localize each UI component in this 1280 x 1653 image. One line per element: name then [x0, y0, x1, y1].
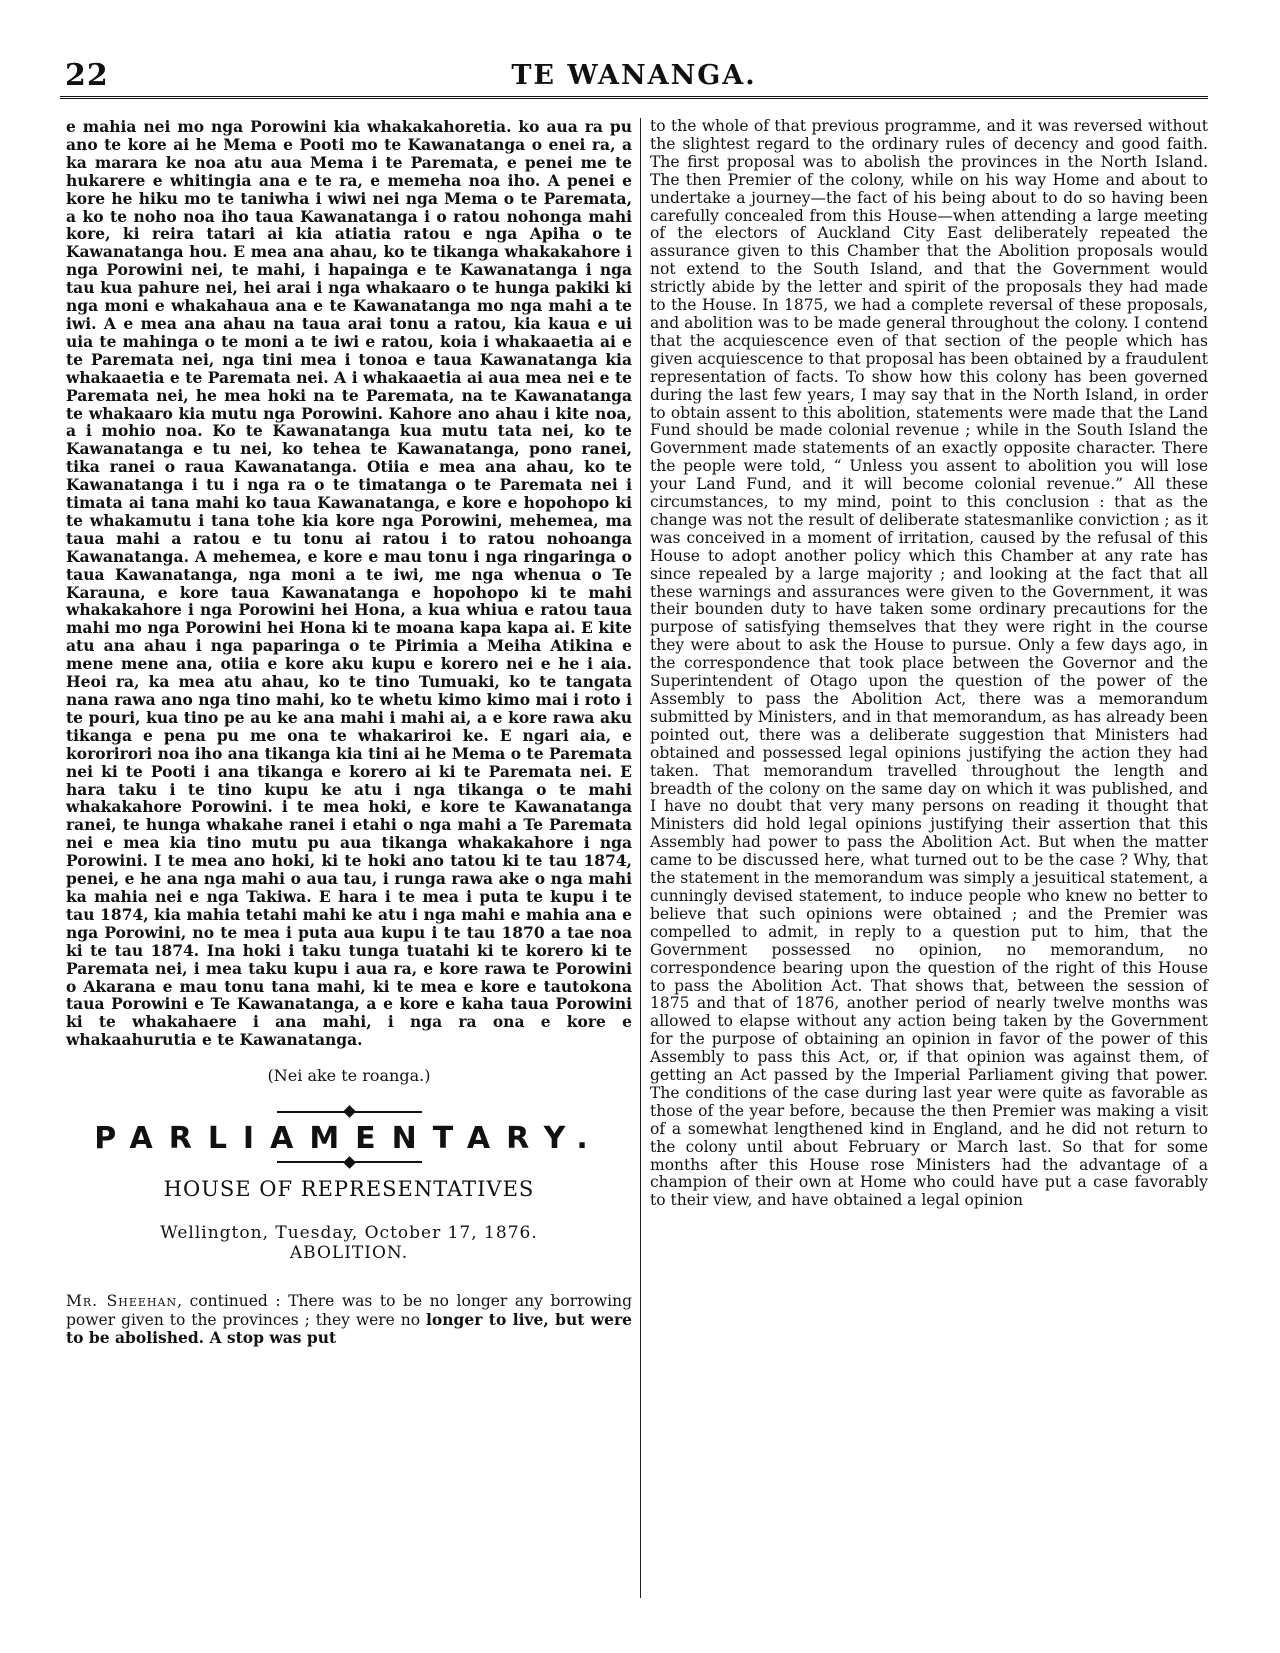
house-heading: HOUSE OF REPRESENTATIVES: [163, 1176, 535, 1201]
right-column: [650, 118, 1208, 1210]
speech-paragraph: [66, 1293, 632, 1349]
section-title: PARLIAMENTARY.: [94, 1121, 604, 1157]
header-rule: [60, 96, 1208, 99]
continued-note: (Nei ake te roanga.): [267, 1066, 431, 1086]
subheading: ABOLITION.: [289, 1242, 409, 1263]
dateline: Wellington, Tuesday, October 17, 1876.: [160, 1222, 538, 1243]
masthead-title: TE WANANGA.: [511, 60, 757, 91]
ornament-divider: [66, 1107, 632, 1116]
column-divider: [640, 118, 641, 1598]
english-article-text: to the whole of that previous programme, and it was reversed without the slightest regard to the ordinary rules of decency and good faith. The first proposal was to abolish the provinces in the North Island. The then Premier of the colony, while on his way Home and about to undertake a journey—the fact of his being about to do so having been carefully concealed from this House—when attending a large meeting of the electors of Auckland City East deliberately repeated the assurance given to this Chamber that the Abolition proposals would not extend to the South Island, and that the Government would strictly abide by the letter and spirit of the proposals they had made to the House. In 1875, we had a complete reversal of these proposals, and abolition was to be made general throughout the colony. I contend that the acquiescence even of that section of the people which has given acquiescence to that proposal has been obtained by a fraudulent representation of facts. To show how this colony has been governed during the last few years, I may say that in the North Island, in order to obtain assent to this abolition, statements were made that the Land Fund should be made colonial revenue ; while in the South Island the Government made statements of an exactly opposite character. There the people were told, “ Unless you assent to abolition you will lose your Land Fund, and it will become colonial revenue.” All these circumstances, to my mind, point to this conclusion : that as the change was not the result of deliberate statesmanlike conviction ; as it was conceived in a moment of irritation, caused by the refusal of this House to adopt another policy which this Chamber at any rate has since repealed by a large majority ; and looking at the fact that all these warnings and assurances were given to the Government, it was their bounden duty to have taken some ordinary precautions for the purpose of satisfying themselves that they were right in the course they were about to ask the House to pursue. Only a few days ago, in the correspondence that took place between the Governor and the Superintendent of Otago upon the question of the power of the Assembly to pass the Abolition Act, there was a memorandum submitted by Ministers, and in that memorandum, as has already been pointed out, there was a deliberate suggestion that Ministers had obtained and possessed legal opinions justifying the action they had taken. That memorandum travelled throughout the length and breadth of the colony on the same day on which it was published, and I have no doubt that very many persons on reading it thought that Ministers did hold legal opinions justifying their assertion that this Assembly had power to pass the Abolition Act. But when the matter came to be discussed here, what turned out to be the case ? Why, that the statement in the memorandum was simply a jesuitical statement, a cunningly devised statement, to induce people who knew no better to believe that such opinions were obtained ; and the Premier was compelled to admit, in reply to a question put to him, that the Government possessed no opinion, no memorandum, no correspondence bearing upon the question of the right of this House to pass the Abolition Act. That shows that, between the session of 1875 and that of 1876, another period of nearly twelve months was allowed to elapse without any action being taken by the Government for the purpose of obtaining an opinion in favor of the power of this Assembly to pass this Act, or, if that opinion was against them, of getting an Act passed by the Imperial Parliament giving that power. The conditions of the case during last year were quite as favorable as those of the year before, because the then Premier was making a visit of a somewhat lengthened kind in England, and he did not return to the colony until about February or March last. So that for some months after this House rose Ministers had the advantage of a champion of their own at Home who could have put a case favorably to their view, and have obtained a legal opinion: [650, 117, 1208, 1210]
left-column: [66, 118, 632, 1348]
speech-text-bold: longer to live, but were to be abolished. A stop was put: [66, 1309, 633, 1348]
page-header: [60, 52, 1208, 94]
ornament-divider: [66, 1158, 632, 1167]
maori-article-text: e mahia nei mo nga Porowini kia whakakahoretia. ko aua ra pu ano te kore ai he Mema e Pooti mo te Kawanatanga o enei ra, a ka marara ke noa atu aua Mema i te Paremata, e penei me te hukarere e whitingia ana e te ra, e memeha noa iho. A penei e kore he hiku mo te taniwha i wiwi nei nga Mema o te Paremata, a ko te noho noa iho taua Kawanatanga i o ratou nohonga mahi kore, ki reira tatari ai kia atiatia ratou e nga Apiha o te Kawanatanga hou. E mea ana ahau, ko te tikanga whakakahore i nga Porowini nei, te mahi, i hapainga e te Kawanatanga i nga tau kua pahure nei, hei arai i nga whakaaro o te hunga pakiki ki nga moni e whakahaua ana e te Kawanatanga mo nga mahi a te iwi. A e mea ana ahau na taua arai tonu a ratou, kia kaua e ui uia te mahinga o te moni a te iwi e ratou, koia i whakaaetia ai e te Paremata nei, nga tini mea i tonoa e taua Kawanatanga kia whakaaetia e te Paremata nei. A i whakaaetia ai aua mea nei e te Paremata nei, he mea hoki na te Paremata, na te Kawanatanga te whakaaro kia mutu nga Porowini. Kahore ano ahau i kite noa, a i mohio noa. Ko te Kawanatanga kua mutu tata nei, ko te Kawanatanga e tu nei, ko tehea te Kawanatanga, pono ranei, tika ranei o raua Kawanatanga. Otiia e mea ana ahau, ko te Kawanatanga i tu i nga ra o te timatanga o te Paremata nei i timata ai tana mahi ko taua Kawanatanga, e kore e hopohopo ki te whakamutu i tana tohe kia kore nga Porowini, mehemea, ma taua mahi a ratou e tu tonu ai ratou i to ratou nohoanga Kawanatanga. A mehemea, e kore e mau tonu i nga ringaringa o taua Kawanatanga, nga moni a te iwi, me nga whenua o Te Karauna, e kore taua Kawanatanga e hopohopo ki te mahi whakakahore i nga Porowini hei Hona, a kua whiua e ratou taua mahi mo nga Porowini hei Hona ki te moana kapa kapa ai. E kite atu ana ahau i nga paparinga o te Pirimia a Meiha Atikina e mene mene ana, otiia e kore aku kupu e korero nei e he i aia. Heoi ra, ka mea atu ahau, ko te tino Tumuaki, ko te tangata nana rawa ano nga tino mahi, ko te whetu kimo kimo mai i roto i te pouri, kua tino pe au ke ana mahi i mahi ai, a e kore rawa aku tikanga e pena pu me ona te whakariroi ke. E ngari aia, e kororirori noa iho ana tikanga kia tini ai he Mema o te Paremata nei ki te Pooti i ana tikanga e korero ai ki te Paremata nei. E hara taku i te tino kupu ke atu i nga tikanga o te mahi whakakahore Porowini. i te mea hoki, e kore te Kawanatanga ranei, te hunga whakahe ranei i etahi o nga mahi a Te Paremata nei e mea kia tino mutu pu aua tikanga whakakahore i nga Porowini. I te mea ano hoki, ki te hoki ano tatou ki te tau 1874, penei, e he ana nga mahi o aua tau, i runga rawa ake o nga mahi ka mahia nei e nga Takiwa. E hara i te mea i puta te kupu i te tau 1874, kia mahia tetahi mahi ke atu i nga mahi e mahia ana e nga Porowini, no te mea i puta aua kupu i te tau 1870 a tae noa ki te tau 1874. Ina hoki i taku tunga tuatahi ki te korero ki te Paremata nei, i mea taku kupu i aua ra, e kore rawa te Porowini o Akarana e mau tonu tana mahi, ki te mea e kore e tautokona taua Porowini e Te Kawanatanga, a e kore e kaha taua Porowini ki te whakahaere i ana mahi, i nga ra ona e kore e whakaahurutia e te Kawanatanga.: [66, 117, 632, 1050]
newspaper-page: [60, 52, 1220, 1612]
speaker-name: Mr. Sheehan: [66, 1291, 178, 1310]
speech-text: , continued : There was to be no longer any borrowing power given to the provinces ; they were no: [66, 1291, 632, 1329]
page-number: 22: [65, 58, 109, 93]
